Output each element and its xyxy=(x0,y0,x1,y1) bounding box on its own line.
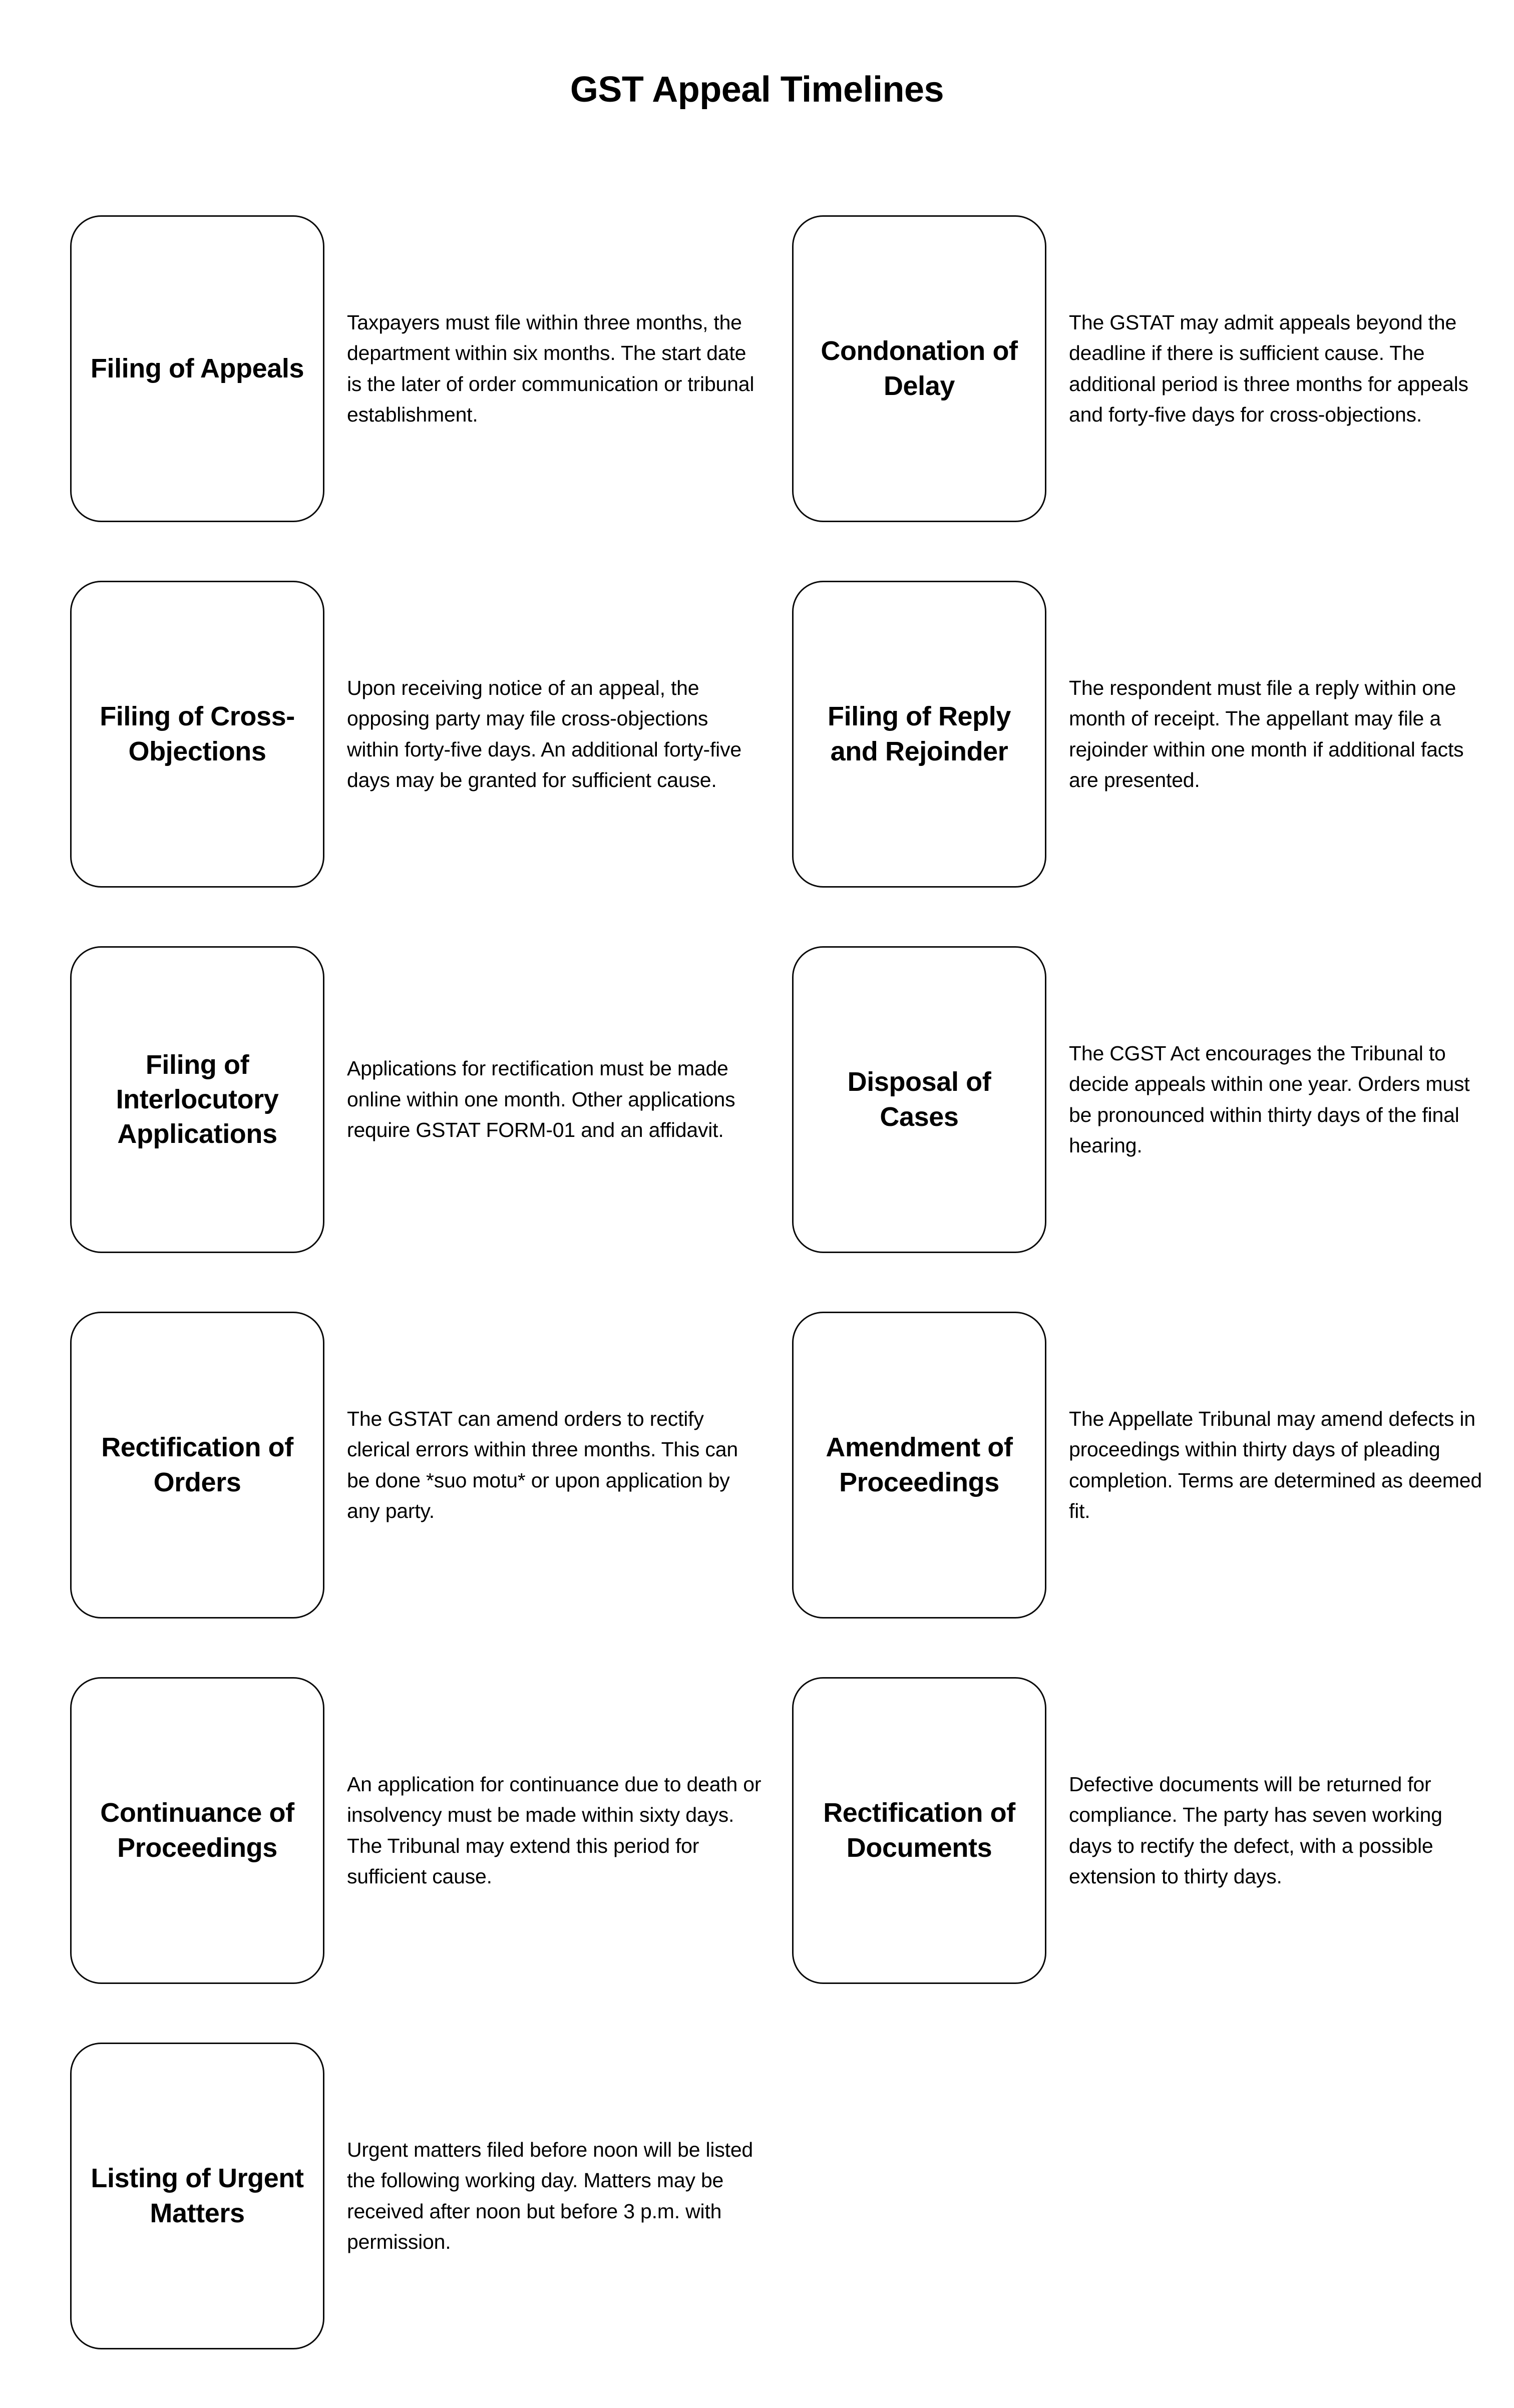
card-title: Filing of Cross-Objections xyxy=(100,701,295,766)
card-box xyxy=(792,1312,1046,1619)
card-description: The GSTAT may admit appeals beyond the deadline if there is sufficient cause. The additional period is three months for appeals and forty-five days for cross-objections. xyxy=(1069,310,1468,426)
card-filing-of-cross-objections xyxy=(70,581,792,888)
card-description: An application for continuance due to death or insolvency must be made within sixty days. The Tribunal may extend this period for sufficient cause. xyxy=(347,1772,762,1888)
card-description-area xyxy=(324,581,792,888)
card-rectification-of-orders xyxy=(70,1312,792,1619)
card-description-area xyxy=(324,1677,792,1984)
card-continuance-of-proceedings xyxy=(70,1677,792,1984)
card-grid xyxy=(70,215,1514,2408)
card-row xyxy=(70,581,1514,946)
card-title: Filing of Reply and Rejoinder xyxy=(828,701,1011,766)
card-description: The respondent must file a reply within one month of receipt. The appellant may file a rejoinder within one month if additional facts are presented. xyxy=(1069,676,1464,791)
card-title: Filing of Appeals xyxy=(90,353,304,383)
card-row xyxy=(70,946,1514,1312)
card-filing-of-interlocutory-applications xyxy=(70,946,792,1253)
card-row xyxy=(70,2043,1514,2408)
card-box xyxy=(792,946,1046,1253)
card-filing-of-reply-and-rejoinder xyxy=(792,581,1514,888)
card-description: Applications for rectification must be made online within one month. Other applications require GSTAT FORM-01 and an affidavit. xyxy=(347,1057,735,1142)
card-description-area xyxy=(1046,946,1514,1253)
card-description: The Appellate Tribunal may amend defects in proceedings within thirty days of pleading completion. Terms are determined as deemed fit. xyxy=(1069,1407,1482,1522)
card-box xyxy=(792,1677,1046,1984)
card-description-area xyxy=(1046,1312,1514,1619)
card-description-area xyxy=(1046,215,1514,522)
card-description-area xyxy=(324,2043,792,2349)
card-title: Listing of Urgent Matters xyxy=(91,2163,304,2228)
card-amendment-of-proceedings xyxy=(792,1312,1514,1619)
card-description: Defective documents will be returned for compliance. The party has seven working days to rectify the defect, with a possible extension to thirty days. xyxy=(1069,1772,1442,1888)
card-title: Continuance of Proceedings xyxy=(100,1798,294,1863)
card-condonation-of-delay xyxy=(792,215,1514,522)
card-box xyxy=(70,215,324,522)
card-box xyxy=(70,1312,324,1619)
card-row xyxy=(70,1677,1514,2043)
card-listing-of-urgent-matters xyxy=(70,2043,792,2349)
card-title: Amendment of Proceedings xyxy=(826,1432,1013,1497)
card-box xyxy=(70,946,324,1253)
card-filing-of-appeals xyxy=(70,215,792,522)
card-box xyxy=(70,1677,324,1984)
card-disposal-of-cases xyxy=(792,946,1514,1253)
card-description-area xyxy=(1046,1677,1514,1984)
card-description: The CGST Act encourages the Tribunal to decide appeals within one year. Orders must be pronounced within thirty days of the final hearing. xyxy=(1069,1041,1470,1157)
card-title: Rectification of Orders xyxy=(101,1432,293,1497)
card-box xyxy=(70,581,324,888)
card-title: Disposal of Cases xyxy=(847,1067,991,1132)
card-row xyxy=(70,1312,1514,1677)
card-box xyxy=(792,215,1046,522)
card-description-area xyxy=(324,215,792,522)
card-rectification-of-documents xyxy=(792,1677,1514,1984)
card-description: Taxpayers must file within three months, the department within six months. The start date is the later of order communication or tribunal establishment. xyxy=(347,310,754,426)
page-title: GST Appeal Timelines xyxy=(570,70,944,110)
card-title: Condonation of Delay xyxy=(821,336,1018,401)
card-description-area xyxy=(1046,581,1514,888)
card-row xyxy=(70,215,1514,581)
card-description: The GSTAT can amend orders to rectify clerical errors within three months. This can be done *suo motu* or upon application by any party. xyxy=(347,1407,738,1522)
card-description: Upon receiving notice of an appeal, the opposing party may file cross-objections within forty-five days. An additional forty-five days may be granted for sufficient cause. xyxy=(347,676,741,791)
card-title: Rectification of Documents xyxy=(823,1798,1015,1863)
card-description: Urgent matters filed before noon will be listed the following working day. Matters may be received after noon but before 3 p.m. with permission. xyxy=(347,2138,753,2253)
card-box xyxy=(70,2043,324,2349)
card-description-area xyxy=(324,1312,792,1619)
card-description-area xyxy=(324,946,792,1253)
card-box xyxy=(792,581,1046,888)
card-title: Filing of Interlocutory Applications xyxy=(116,1049,279,1149)
